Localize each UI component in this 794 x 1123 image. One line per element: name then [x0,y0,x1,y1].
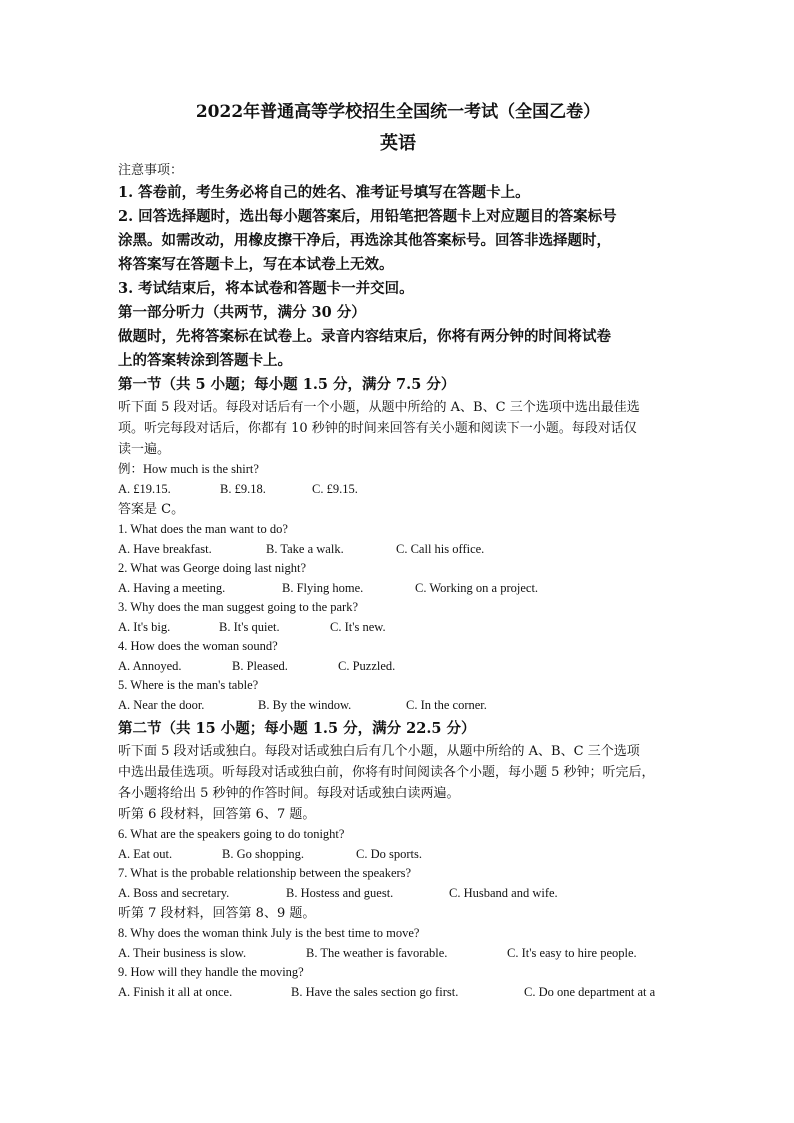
option-a: A. It's big. [118,619,171,634]
question-5: 5. Where is the man's table? [118,678,259,692]
option-a: A. Eat out. [118,846,173,861]
subject-title: 英语 [380,133,416,154]
option-c: C. Call his office. [396,541,485,556]
question-4-options [118,657,678,677]
question-9-options [118,983,678,1003]
question-7: 7. What is the probable relationship between the speakers? [118,866,412,880]
question-3-options [118,618,678,638]
section1-instruction-line-1: 听下面 5 段对话。每段对话后有一个小题，从题中所给的 A、B、C 三个选项中选出最佳选 [118,400,640,415]
option-a: A. Finish it all at once. [118,984,233,999]
question-1: 1. What does the man want to do? [118,522,288,536]
option-b: B. Have the sales section go first. [291,984,459,999]
option-a: A. Have breakfast. [118,541,212,556]
option-b: B. £9.18. [220,481,266,496]
option-c: C. Do sports. [356,846,422,861]
example-options [118,480,678,500]
notice-heading: 注意事项： [118,163,184,178]
option-c: C. Working on a project. [415,580,539,595]
notice-item-1: 1. 答卷前，考生务必将自己的姓名、准考证号填写在答题卡上。 [118,184,530,201]
question-5-options [118,696,678,716]
question-2-options [118,579,678,599]
part1-heading: 第一部分听力（共两节，满分 30 分） [118,304,366,321]
section1-heading: 第一节（共 5 小题；每小题 1.5 分，满分 7.5 分） [118,376,456,393]
option-a: A. Having a meeting. [118,580,226,595]
notice-item-3: 3. 考试结束后，将本试卷和答题卡一并交回。 [118,280,414,297]
option-c: C. Husband and wife. [449,885,558,900]
section2-instruction-line-3: 各小题将给出 5 秒钟的作答时间。每段对话或独白读两遍。 [118,786,460,801]
option-b: B. Hostess and guest. [286,885,394,900]
option-a: A. Annoyed. [118,658,182,673]
option-b: B. Take a walk. [266,541,344,556]
option-b: B. It's quiet. [219,619,280,634]
option-b: B. Flying home. [282,580,364,595]
question-3: 3. Why does the man suggest going to the park? [118,600,359,614]
exam-title: 2022年普通高等学校招生全国统一考试（全国乙卷） [195,102,601,122]
option-c: C. In the corner. [406,697,487,712]
option-a: A. £19.15. [118,481,171,496]
exam-page [118,100,678,1002]
section1-instruction-line-3: 读一遍。 [118,442,171,457]
example-question: 例：How much is the shirt? [118,462,259,476]
part1-intro-line-2: 上的答案转涂到答题卡上。 [118,352,292,369]
notice-item-2-line-2: 涂黑。如需改动，用橡皮擦干净后，再选涂其他答案标号。回答非选择题时， [118,232,611,249]
material-6-heading: 听第 6 段材料，回答第 6、7 题。 [118,807,316,822]
part1-intro-line-1: 做题时，先将答案标在试卷上。录音内容结束后，你将有两分钟的时间将试卷 [118,328,611,345]
material-7-heading: 听第 7 段材料，回答第 8、9 题。 [118,906,316,921]
notice-item-2-line-3: 将答案写在答题卡上，写在本试卷上无效。 [118,256,394,273]
question-1-options [118,540,678,560]
question-8: 8. Why does the woman think July is the best time to move? [118,926,420,940]
section2-heading: 第二节（共 15 小题；每小题 1.5 分，满分 22.5 分） [118,720,476,737]
question-9: 9. How will they handle the moving? [118,965,304,979]
question-6: 6. What are the speakers going to do tonight? [118,827,345,841]
option-a: A. Near the door. [118,697,205,712]
option-c: C. It's new. [330,619,386,634]
question-7-options [118,884,678,904]
question-2: 2. What was George doing last night? [118,561,307,575]
option-b: B. The weather is favorable. [306,945,448,960]
option-c: C. Do one department at a [524,984,656,999]
question-4: 4. How does the woman sound? [118,639,278,653]
question-6-options [118,845,678,865]
notice-item-2-line-1: 2. 回答选择题时，选出每小题答案后，用铅笔把答题卡上对应题目的答案标号 [118,208,617,225]
example-answer: 答案是 C。 [118,502,185,517]
option-b: B. Pleased. [232,658,288,673]
option-b: B. By the window. [258,697,352,712]
option-b: B. Go shopping. [222,846,304,861]
section2-instruction-line-1: 听下面 5 段对话或独白。每段对话或独白后有几个小题，从题中所给的 A、B、C 三个选项 [118,744,640,759]
option-a: A. Their business is slow. [118,945,247,960]
option-a: A. Boss and secretary. [118,885,230,900]
section2-instruction-line-2: 中选出最佳选项。听每段对话或独白前，你将有时间阅读各个小题，每小题 5 秒钟；听完后， [118,765,655,780]
option-c: C. Puzzled. [338,658,396,673]
question-8-options [118,944,678,964]
option-c: C. It's easy to hire people. [507,945,637,960]
section1-instruction-line-2: 项。听完每段对话后，你都有 10 秒钟的时间来回答有关小题和阅读下一小题。每段对话仅 [118,421,637,436]
option-c: C. £9.15. [312,481,358,496]
